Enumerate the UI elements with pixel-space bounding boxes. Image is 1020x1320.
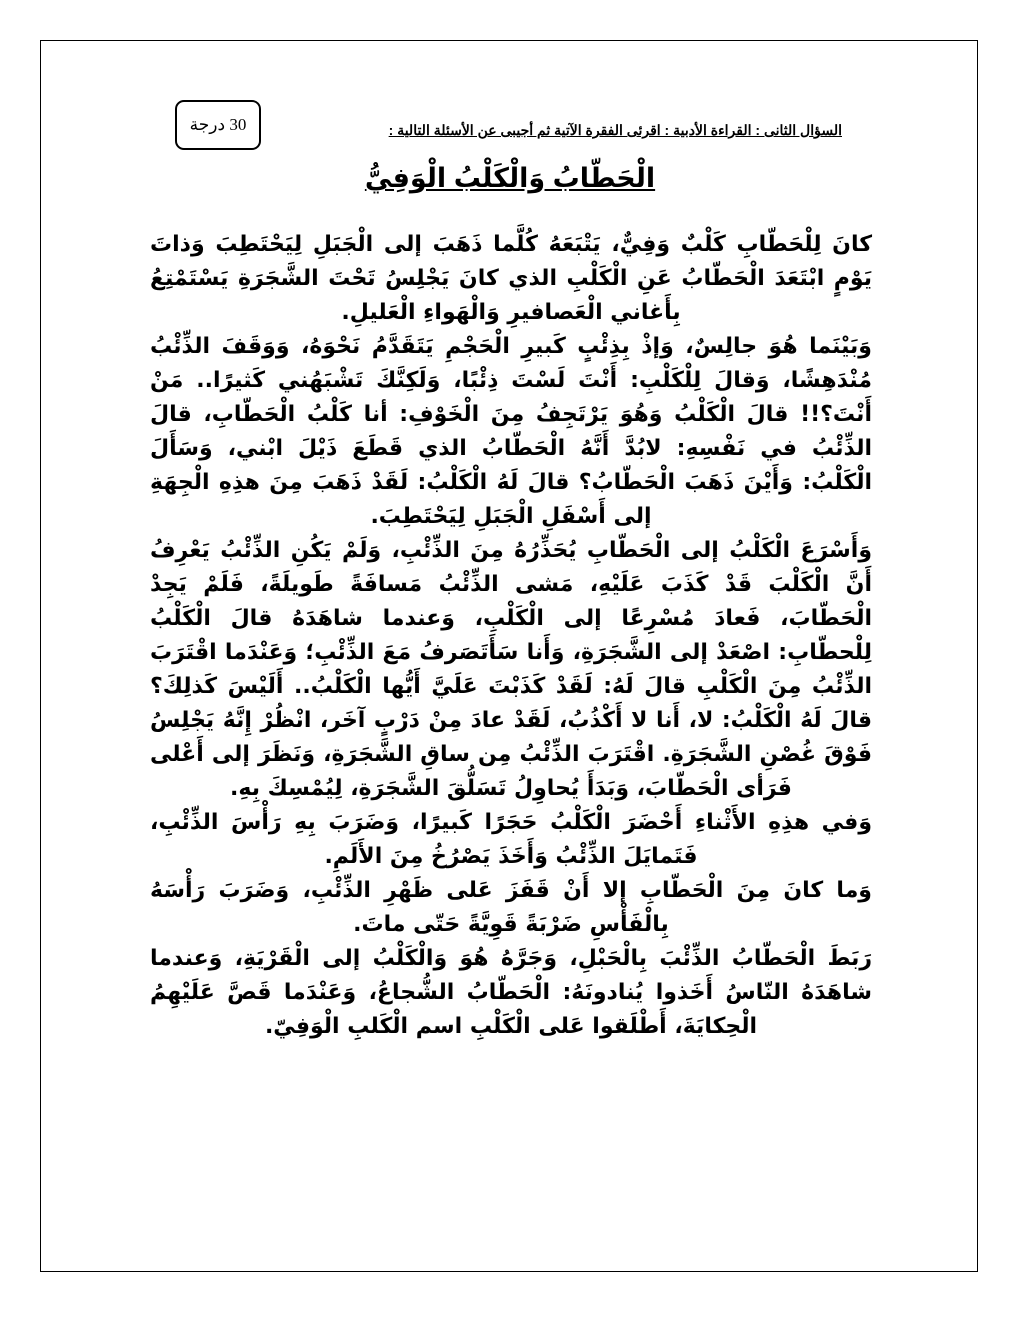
story-paragraph-1: كانَ لِلْحَطّابِ كَلْبٌ وَفِيٌّ، يَتْبَعَهُ كُلَّما ذَهَبَ إلى الْجَبَلِ لِيَحْتَطِبَ وَذاتَ يَوْمٍ ابْتَعَدَ الْحَطّابُ عَنِ الْكَلْبِ الذي كانَ يَجْلِسُ تَحْتَ الشَّجَرَةِ يَسْتَمْتِعُ بِأَغاني الْعَصافيرِ وَالْهَواءِ الْعَليلِ. bbox=[150, 232, 872, 325]
story-title: الْحَطّابُ وَالْكَلْبُ الْوَفِيُّ bbox=[364, 163, 656, 193]
grade-label: 30 درجة bbox=[189, 115, 247, 134]
story-paragraph-3: وَأَسْرَعَ الْكَلْبُ إلى الْحَطّابِ يُحَذِّرُهُ مِنَ الذِّئْبِ، وَلَمْ يَكُنِ الذِّئْبُ يَعْرِفُ أَنَّ الْكَلْبَ قَدْ كَذَبَ عَلَيْهِ، مَشى الذِّئْبُ مَسافَةً طَويلَةً، فَلَمْ يَجِدْ الْحَطّابَ، فَعادَ مُسْرِعًا إلى الْكَلْبِ، وَعندما شاهَدَهُ قالَ الْكَلْبُ لِلْحطّابِ: اصْعَدْ إلى الشَّجَرَةِ، وَأَنا سَأَتَصَرفُ مَعَ الذِّئْبِ؛ وَعَنْدَما اقْتَرَبَ الذِّئْبُ مِنَ الْكَلْبِ قالَ لَهُ: لَقَدْ كَذَبْتَ عَلَيَّ أَيُّها الْكَلْبُ.. أَلَيْسَ كَذلِكَ؟ قالَ لَهُ الْكَلْبُ: لا، أَنا لا أَكْذُبُ، لَقَدْ عادَ مِنْ دَرْبٍ آخَر، انْظُرْ إِنَّهُ يَجْلِسُ فَوْقَ غُصْنِ الشَّجَرَةِ. اقْتَرَبَ الذِّئْبُ مِن ساقِ الشَّجَرَةِ، وَنَظَرَ إلى أَعْلى فَرَأى الْحَطّابَ، وَبَدَأَ يُحاوِلُ تَسَلُّقَ الشَّجَرَةِ، لِيُمْسِكَ بِهِ. bbox=[150, 538, 872, 801]
story-paragraph-6: رَبَطَ الْحَطّابُ الذِّئْبَ بِالْحَبْلِ، وَجَرَّهُ هُوَ وَالْكَلْبُ إلى الْقَرْيَةِ، وَعندما شاهَدَهُ النّاسُ أَخَذوا يُنادونَهُ: الْحَطّابُ الشُّجاعُ، وَعَنْدَما قَصَّ عَلَيْهِمُ الْحِكايَةَ، أَطْلَقوا عَلى الْكَلْبِ اسم الْكَلبِ الْوَفِيّ. bbox=[150, 946, 872, 1039]
story-paragraph-2: وَبَيْنَما هُوَ جالِسٌ، وَإذْ بِذِئْبٍ كَبيرِ الْحَجْمِ يَتَقَدَّمُ نَحْوَهُ، وَوَقَفَ الذِّئْبُ مُنْدَهِشًا، وَقالَ لِلْكَلْبِ: أَنْتَ لَسْتَ ذِئْبًا، وَلَكِنَّكَ تَشْبَهُني كَثيرًا.. مَنْ أَنْتَ؟!! قالَ الْكَلْبُ وَهُوَ يَرْتَجِفُ مِنَ الْخَوْفِ: أنا كَلْبُ الْحَطّابِ، قالَ الذِّئْبُ في نَفْسِهِ: لابُدَّ أَنَّهُ الْحَطّابُ الذي قَطَعَ ذَيْلَ ابْني، وَسَأَلَ الْكَلْبُ: وَأَيْنَ ذَهَبَ الْحَطّابُ؟ قالَ لَهُ الْكَلْبُ: لَقَدْ ذَهَبَ مِنَ هذِهِ الْجِهَةِ إلى أَسْفَلِ الْجَبَلِ لِيَحْتَطِبَ. bbox=[150, 334, 872, 529]
question-header: السؤال الثانى : القراءة الأدبية : اقرئى الفقرة الآتية ثم أجيبى عن الأسئلة التالية : bbox=[388, 122, 842, 138]
story-paragraph-4: وَفي هذِهِ الأَثْناءِ أَحْضَرَ الْكَلْبُ حَجَرًا كَبيرًا، وَضَرَبَ بِهِ رَأْسَ الذِّئْبِ، فَتَمايَلَ الذِّئْبُ وَأَخَذَ يَصْرُخُ مِنَ الأَلَمِ. bbox=[150, 810, 872, 869]
grade-box bbox=[175, 100, 261, 150]
story-body bbox=[150, 228, 872, 1044]
story-paragraph-5: وَما كانَ مِنَ الْحَطّابِ إلا أَنْ قَفَزَ عَلى ظَهْرِ الذِّئْبِ، وَضَرَبَ رَأْسَهُ بِالْفَأْسِ ضَرْبَةً قَوِيَّةً حَتّى ماتَ. bbox=[150, 878, 872, 937]
